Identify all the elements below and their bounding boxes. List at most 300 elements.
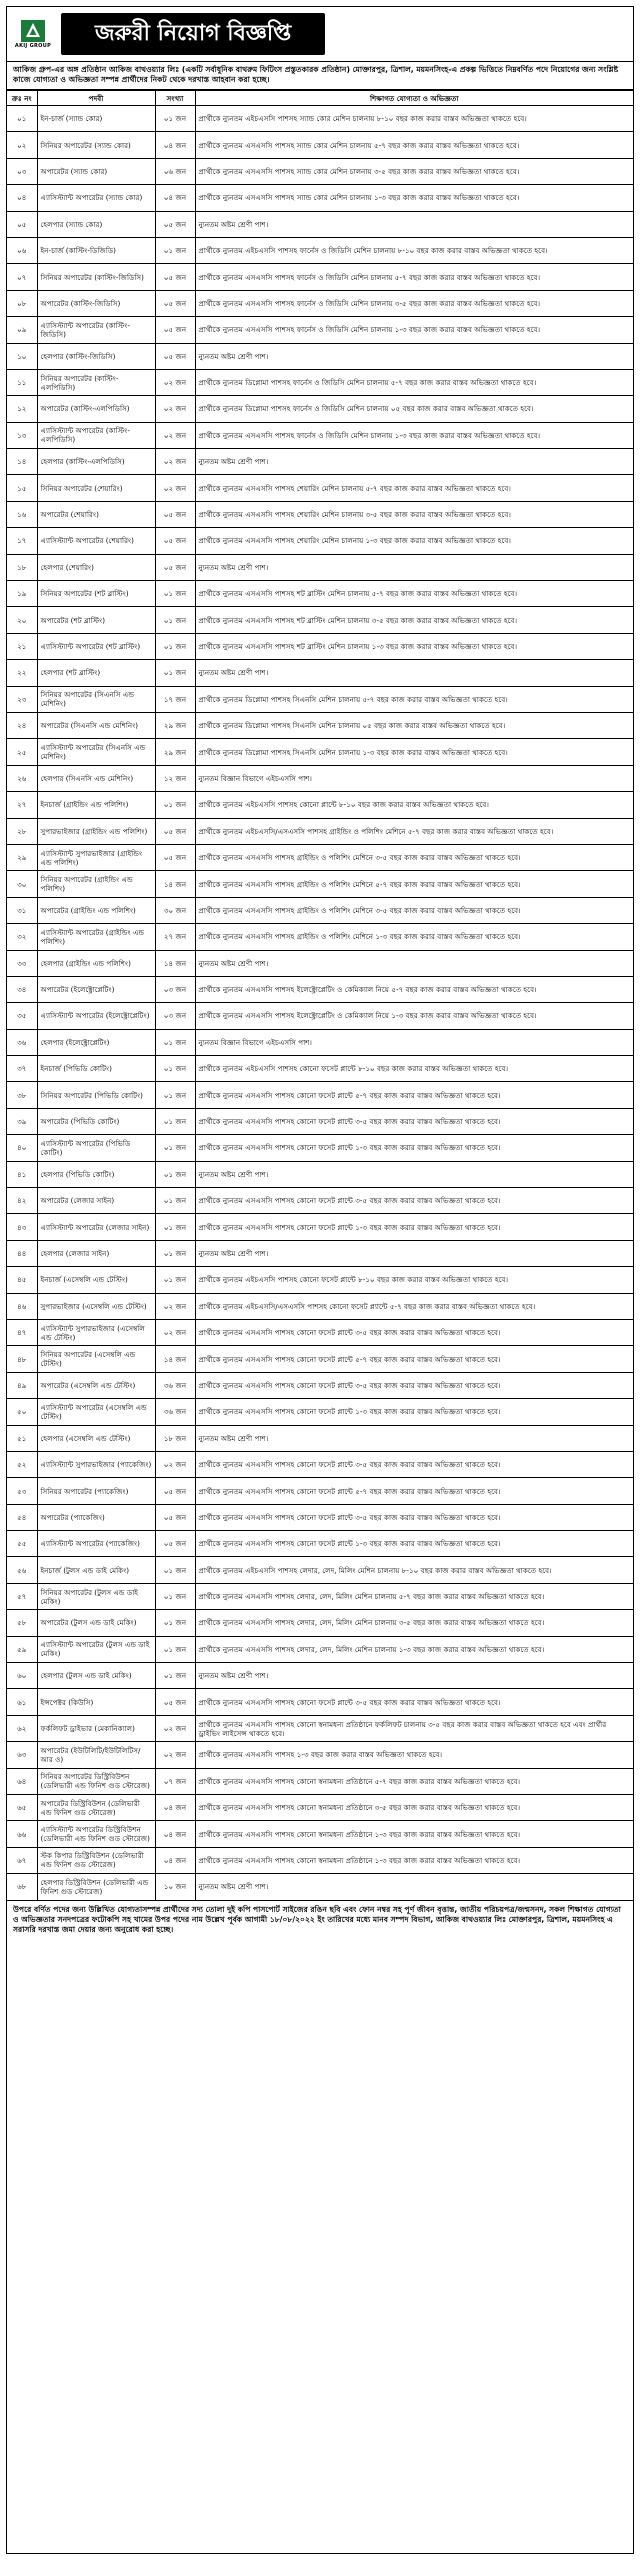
serial-cell: ১১ bbox=[7, 369, 37, 395]
table-row bbox=[7, 1135, 633, 1161]
table-row bbox=[7, 264, 633, 290]
serial-cell: ১৬ bbox=[7, 501, 37, 527]
count-cell: ০৫ জন bbox=[155, 1478, 195, 1504]
count-cell: ০১ জন bbox=[155, 1214, 195, 1240]
count-cell: ০১ জন bbox=[155, 607, 195, 633]
table-row bbox=[7, 1610, 633, 1636]
count-cell: ১৭ জন bbox=[155, 686, 195, 712]
count-cell: ০১ জন bbox=[155, 106, 195, 132]
post-cell: ইন্সপেক্টর (কিউসি) bbox=[37, 1689, 155, 1715]
serial-cell: ০৫ bbox=[7, 211, 37, 237]
serial-cell: ০৩ bbox=[7, 158, 37, 184]
requirement-cell: প্রার্থীকে ন্যুনতম ডিপ্লোমা পাশসহ সিএনসি মেশিন চালনায় ০৫ বছর কাজ করার বাস্তব অভিজ্ঞতা থাকতে হবে। bbox=[195, 712, 633, 738]
serial-cell: ৬২ bbox=[7, 1715, 37, 1741]
serial-cell: ৫৪ bbox=[7, 1504, 37, 1530]
table-row bbox=[7, 1821, 633, 1847]
count-cell: ০২ জন bbox=[155, 1293, 195, 1319]
count-cell: ০৫ জন bbox=[155, 211, 195, 237]
col-header-requirements: শিক্ষাগত যোগ্যতা ও অভিজ্ঞতা bbox=[195, 91, 633, 106]
serial-cell: ০৯ bbox=[7, 317, 37, 343]
count-cell: ৩০ জন bbox=[155, 897, 195, 923]
count-cell: ০২ জন bbox=[155, 1451, 195, 1477]
post-cell: স্টক কিপার ডিস্ট্রিবিউশন (ডেলিভারী এন্ড ফিনিশ গুড স্টোরেজ) bbox=[37, 1847, 155, 1873]
table-row bbox=[7, 1188, 633, 1214]
table-row bbox=[7, 818, 633, 844]
post-cell: এ্যাসিস্ট্যান্ট অপারেটর (স্যান্ড কোর) bbox=[37, 185, 155, 211]
post-cell: এ্যাসিস্ট্যান্ট অপারেটর (প্যাকেজিং) bbox=[37, 1531, 155, 1557]
table-row bbox=[7, 1663, 633, 1689]
requirement-cell: প্রার্থীকে ন্যুনতম এইচএসসি পাশসহ স্যান্ড কোর মেশিন চালনায় ৮-১০ বছর কাজ করার বাস্তব অভিজ্ঞতা থাকতে হবে। bbox=[195, 106, 633, 132]
table-row bbox=[7, 501, 633, 527]
logo-label: AKIJ GROUP bbox=[14, 43, 52, 49]
table-row bbox=[7, 1478, 633, 1504]
job-table-body bbox=[7, 106, 633, 1901]
table-row bbox=[7, 1029, 633, 1055]
col-header-serial: ক্রঃ নং bbox=[7, 91, 37, 106]
serial-cell: ২০ bbox=[7, 607, 37, 633]
requirement-cell: ন্যুনতম অষ্টম শ্রেণী পাশ। bbox=[195, 449, 633, 475]
count-cell: ০১ জন bbox=[155, 1056, 195, 1082]
serial-cell: ৩২ bbox=[7, 924, 37, 950]
count-cell: ০৫ জন bbox=[155, 1531, 195, 1557]
post-cell: অপারেটর (ইউটিলিটি/ইউটিলিটিস/আর ও) bbox=[37, 1742, 155, 1768]
count-cell: ১৪ জন bbox=[155, 950, 195, 976]
table-row bbox=[7, 1319, 633, 1345]
post-cell: অপারেটর (কাস্টিং-জিডিসি) bbox=[37, 290, 155, 316]
table-row bbox=[7, 396, 633, 422]
intro-paragraph: আকিজ গ্রুপ-এর অঙ্গ প্রতিষ্ঠান আকিজ বাথওয়্যার লিঃ (একটি সর্বাধুনিক বাথরুম ফিটিংস প্রস্তুতকারক প্রতিষ্ঠান) মোক্তারপুর, ত্রিশাল, ময়মনসিংহ-এ প্রকল্প ভিত্তিতে নিম্নবর্ণিত পদে নিয়োগের জন্য সংশ্লিষ্ট কাজে যোগ্যতা ও অভিজ্ঞতা সম্পন্ন প্রার্থীদের নিকট থেকে দরখাস্ত আহবান করা হচ্ছে। bbox=[7, 62, 633, 90]
serial-cell: ৫৯ bbox=[7, 1636, 37, 1662]
requirement-cell: ন্যুনতম অষ্টম শ্রেণী পাশ। bbox=[195, 660, 633, 686]
post-cell: সিনিয়র অপারেটর (পিভিডি কোটিং) bbox=[37, 1082, 155, 1108]
requirement-cell: প্রার্থীকে ন্যুনতম এসএসসি পাশসহ কোনো ফসেট প্লান্টে ৩-৫ বছর কাজ করার বাস্তব অভিজ্ঞতা থাকতে হবে। bbox=[195, 1108, 633, 1134]
count-cell: ০৫ জন bbox=[155, 818, 195, 844]
requirement-cell: প্রার্থীকে ন্যুনতম এসএসসি পাশসহ কোনো ফসেট প্লান্টে ৩-৫ বছর কাজ করার বাস্তব অভিজ্ঞতা থাকতে হবে। bbox=[195, 1188, 633, 1214]
requirement-cell: প্রার্থীকে ন্যুনতম এসএসসি পাশসহ শেয়ারিং মেশিন চালনায় ৩-৫ বছর কাজ করার বাস্তব অভিজ্ঞতা থাকতে হবে। bbox=[195, 501, 633, 527]
requirement-cell: প্রার্থীকে ন্যুনতম এসএসসি পাশসহ শট ব্লাস্টিং মেশিন চালনায় ১-৩ বছর কাজ করার বাস্তব অভিজ্ঞতা থাকতে হবে। bbox=[195, 633, 633, 659]
serial-cell: ২৪ bbox=[7, 712, 37, 738]
count-cell: ০৫ জন bbox=[155, 1689, 195, 1715]
requirement-cell: ন্যুনতম অষ্টম শ্রেণী পাশ। bbox=[195, 1874, 633, 1900]
requirement-cell: প্রার্থীকে ন্যুনতম এইচএসসি/এসএসসি পাশসহ কোনো ফসেট প্ল্যান্টে ৫-৭ বছর কাজ করার বাস্তব অভিজ্ঞতা থাকতে হবে। bbox=[195, 1293, 633, 1319]
count-cell: ০২ জন bbox=[155, 396, 195, 422]
post-cell: সিনিয়র অপারেটর (এসেম্বলি এন্ড টেস্টিং) bbox=[37, 1346, 155, 1372]
post-cell: এ্যাসিস্ট্যান্ট অপারেটর (লেজার সাইন) bbox=[37, 1214, 155, 1240]
requirement-cell: ন্যুনতম অষ্টম শ্রেণী পাশ। bbox=[195, 1663, 633, 1689]
count-cell: ০৭ জন bbox=[155, 1768, 195, 1794]
post-cell: হেলপার (শেয়ারিং) bbox=[37, 554, 155, 580]
serial-cell: ৪০ bbox=[7, 1135, 37, 1161]
requirement-cell: প্রার্থীকে ন্যুনতম এইচএসসি পাশসহ লেদার, লেদ, মিলিং মেশিন চালনায় ৮-১০ বছর কাজ করার বাস্তব অভিজ্ঞতা থাকতে হবে। bbox=[195, 1557, 633, 1583]
serial-cell: ৬৬ bbox=[7, 1821, 37, 1847]
post-cell: অপারেটর (কাস্টিং-এলপিডিসি) bbox=[37, 396, 155, 422]
requirement-cell: প্রার্থীকে ন্যুনতম এসএসসি পাশসহ ১-৩ বছর কাজ করার বাস্তব অভিজ্ঞতা থাকতে হবে। bbox=[195, 1742, 633, 1768]
table-row bbox=[7, 1742, 633, 1768]
post-cell: অপারেটর (প্যাকেজিং) bbox=[37, 1504, 155, 1530]
requirement-cell: প্রার্থীকে ন্যুনতম এসএসসি পাশসহ কোনো ফসেট প্লান্টে ৩-৫ বছর কাজ করার বাস্তব অভিজ্ঞতা থাকতে হবে। bbox=[195, 1689, 633, 1715]
post-cell: এ্যাসিস্ট্যান্ট অপারেটর (কাস্টিং-এলপিডিসি) bbox=[37, 422, 155, 448]
table-row bbox=[7, 1056, 633, 1082]
post-cell: এ্যাসিস্ট্যান্ট অপারেটর (পিভিডি কোটিং) bbox=[37, 1135, 155, 1161]
table-row bbox=[7, 132, 633, 158]
count-cell: ০১ জন bbox=[155, 1188, 195, 1214]
serial-cell: ৩৫ bbox=[7, 1003, 37, 1029]
table-row bbox=[7, 976, 633, 1002]
post-cell: সিনিয়র অপারেটর (টুলস এন্ড ডাই মেকিং) bbox=[37, 1583, 155, 1609]
count-cell: ০৫ জন bbox=[155, 290, 195, 316]
serial-cell: ০৮ bbox=[7, 290, 37, 316]
requirement-cell: প্রার্থীকে ন্যুনতম এইচএসসি পাশসহ কোনো ফসেট প্লান্টে ৮-১০ বছর কাজ করার বাস্তব অভিজ্ঞতা থাকতে হবে। bbox=[195, 1056, 633, 1082]
serial-cell: ৪৫ bbox=[7, 1267, 37, 1293]
table-row bbox=[7, 924, 633, 950]
table-header-row bbox=[7, 91, 633, 106]
table-row bbox=[7, 343, 633, 369]
post-cell: অপারেটর (লেজার সাইন) bbox=[37, 1188, 155, 1214]
serial-cell: ৪৯ bbox=[7, 1372, 37, 1398]
table-row bbox=[7, 765, 633, 791]
count-cell: ০১ জন bbox=[155, 633, 195, 659]
count-cell: ৩৬ জন bbox=[155, 1372, 195, 1398]
post-cell: সুপারভাইজার (গ্রাইন্ডিং এন্ড পলিশিং) bbox=[37, 818, 155, 844]
serial-cell: ২৭ bbox=[7, 792, 37, 818]
requirement-cell: প্রার্থীকে ন্যুনতম এসএসসি পাশসহ শট ব্লাস্টিং মেশিন চালনায় ৩-৫ বছর কাজ করার বাস্তব অভিজ্ঞতা থাকতে হবে। bbox=[195, 607, 633, 633]
requirement-cell: প্রার্থীকে ন্যুনতম এসএসসি পাশসহ কোনো ফসেট প্লান্টে ১-৩ বছর কাজ করার বাস্তব অভিজ্ঞতা থাকতে হবে। bbox=[195, 1214, 633, 1240]
serial-cell: ৫১ bbox=[7, 1425, 37, 1451]
application-instructions: উপরে বর্ণিত পদের জন্য উল্লিখিত যোগ্যতাসম্পন্ন প্রার্থীদের সদ্য তোলা দুই কপি পাসপোর্ট সাইজের রঙিন ছবি এবং ফোন নম্বর সহ পূর্ণ জীবন বৃত্তান্ত, জাতীয় পরিচয়পত্র/জন্মসনদ, সকল শিক্ষাগত যোগ্যতা ও অভিজ্ঞতার সনদপত্রের ফটোকপি সহ খামের উপর পদের নাম উল্লেখ পূর্বক আগামী ১৮/০৮/২০২২ ইং তারিখের মধ্যে মানব সম্পদ বিভাগ, আকিজ বাথওয়্যার লিঃ মোক্তারপুর, ত্রিশাল, ময়মনসিংহ এ সরাসরি দরখাস্ত জমা দেয়ার জন্য অনুরোধ করা হচ্ছে। bbox=[13, 1904, 621, 1934]
count-cell: ০১ জন bbox=[155, 1610, 195, 1636]
table-row bbox=[7, 897, 633, 923]
post-cell: সুপারভাইজার (এসেম্বলি এন্ড টেস্টিং) bbox=[37, 1293, 155, 1319]
table-row bbox=[7, 211, 633, 237]
table-row bbox=[7, 633, 633, 659]
post-cell: ইন-চার্জ (কাস্টিং-ডিজিডি) bbox=[37, 237, 155, 263]
table-row bbox=[7, 1715, 633, 1741]
table-row bbox=[7, 1504, 633, 1530]
requirement-cell: প্রার্থীকে ন্যুনতম এসএসসি পাশসহ স্যান্ড কোর মেশিন চালনায় ৩-৫ বছর কাজ করার বাস্তব অভিজ্ঞতা থাকতে হবে। bbox=[195, 158, 633, 184]
post-cell: হেলপার (কাস্টিং-জিডিসি) bbox=[37, 343, 155, 369]
table-row bbox=[7, 660, 633, 686]
table-row bbox=[7, 1082, 633, 1108]
count-cell: ০১ জন bbox=[155, 1108, 195, 1134]
post-cell: অপারেটর (গ্রাইন্ডিং এন্ড পলিশিং) bbox=[37, 897, 155, 923]
post-cell: হেলপার (টুলস এন্ড ডাই মেকিং) bbox=[37, 1663, 155, 1689]
count-cell: ০১ জন bbox=[155, 792, 195, 818]
serial-cell: ২৫ bbox=[7, 739, 37, 765]
table-row bbox=[7, 185, 633, 211]
table-row bbox=[7, 686, 633, 712]
count-cell: ০৪ জন bbox=[155, 1795, 195, 1821]
table-row bbox=[7, 1847, 633, 1873]
count-cell: ০১ জন bbox=[155, 1557, 195, 1583]
post-cell: এ্যাসিস্ট্যান্ট অপারেটর ডিস্ট্রিবিউশন (ডেলিভারী এন্ড ফিনিশ গুড স্টোরেজ) bbox=[37, 1821, 155, 1847]
requirement-cell: ন্যুনতম অষ্টম শ্রেণী পাশ। bbox=[195, 211, 633, 237]
serial-cell: ৪৩ bbox=[7, 1214, 37, 1240]
table-row bbox=[7, 158, 633, 184]
requirement-cell: প্রার্থীকে ন্যুনতম এসএসসি পাশসহ গ্রাইন্ডিং ও পলিশিং মেশিনে ১-৩ বছর কাজ করার বাস্তব অভিজ্ঞতা থাকতে হবে। bbox=[195, 924, 633, 950]
serial-cell: ৫৫ bbox=[7, 1531, 37, 1557]
post-cell: অপারেটর (স্যান্ড কোর) bbox=[37, 158, 155, 184]
serial-cell: ১৭ bbox=[7, 528, 37, 554]
post-cell: এ্যাসিস্ট্যান্ট অপারেটর (শেয়ারিং) bbox=[37, 528, 155, 554]
count-cell: ০১ জন bbox=[155, 660, 195, 686]
table-row bbox=[7, 1583, 633, 1609]
post-cell: অপারেটর (শট ব্লাস্টিং) bbox=[37, 607, 155, 633]
requirement-cell: প্রার্থীকে ন্যুনতম এসএসসি পাশসহ লেদার, লেদ, মিলিং মেশিন চালনায় ১-৩ বছর কাজ করার বাস্তব অভিজ্ঞতা থাকতে হবে। bbox=[195, 1636, 633, 1662]
requirement-cell: প্রার্থীকে ন্যুনতম এসএসসি পাশসহ ইলেক্ট্রোপ্লেটিং ও কেমিক্যাল নিয়ে ১-৩ বছর কাজ করার বাস্তব অভিজ্ঞতা থাকতে হবে। bbox=[195, 1003, 633, 1029]
requirement-cell: প্রার্থীকে ন্যুনতম এসএসসি পাশসহ স্যান্ড কোর মেশিন চালনায় ৫-৭ বছর কাজ করার বাস্তব অভিজ্ঞতা থাকতে হবে। bbox=[195, 132, 633, 158]
post-cell: এ্যাসিস্ট্যান্ট সুপারভাইজার (এসেম্বলি এন্ড টেস্টিং) bbox=[37, 1319, 155, 1345]
table-row bbox=[7, 475, 633, 501]
count-cell: ০৫ জন bbox=[155, 844, 195, 870]
serial-cell: ০২ bbox=[7, 132, 37, 158]
post-cell: সিনিয়র অপারেটর (কাস্টিং-জিডিসি) bbox=[37, 264, 155, 290]
serial-cell: ৪১ bbox=[7, 1161, 37, 1187]
count-cell: ০১ জন bbox=[155, 1267, 195, 1293]
serial-cell: ১৯ bbox=[7, 581, 37, 607]
count-cell: ০২ জন bbox=[155, 449, 195, 475]
count-cell: ০৫ জন bbox=[155, 528, 195, 554]
post-cell: হেলপার ডিস্ট্রিবিউশন (ডেলিভারী এন্ড ফিনিশ গুড স্টোরেজ) bbox=[37, 1874, 155, 1900]
post-cell: এ্যাসিস্ট্যান্ট অপারেটর (সিএনসি এন্ড মেশিনিং) bbox=[37, 739, 155, 765]
post-cell: অপারেটর ডিস্ট্রিবিউশন (ডেলিভারী এন্ড ফিনিশ গুড স্টোরেজ) bbox=[37, 1795, 155, 1821]
table-row bbox=[7, 950, 633, 976]
serial-cell: ৬১ bbox=[7, 1689, 37, 1715]
job-table bbox=[7, 90, 633, 1901]
recruitment-ad bbox=[6, 6, 634, 2554]
serial-cell: ৬৩ bbox=[7, 1742, 37, 1768]
post-cell: হেলপার (লেজার সাইন) bbox=[37, 1240, 155, 1266]
col-header-post: পদবী bbox=[37, 91, 155, 106]
serial-cell: ২৯ bbox=[7, 844, 37, 870]
post-cell: হেলপার (পিভিডি কোটিং) bbox=[37, 1161, 155, 1187]
table-row bbox=[7, 1240, 633, 1266]
table-row bbox=[7, 1531, 633, 1557]
count-cell: ০১ জন bbox=[155, 1583, 195, 1609]
count-cell: ০১ জন bbox=[155, 581, 195, 607]
count-cell: ১২ জন bbox=[155, 765, 195, 791]
table-row bbox=[7, 1372, 633, 1398]
requirement-cell: প্রার্থীকে ন্যুনতম এসএসসি পাশসহ গ্রাইন্ডিং ও পলিশিং মেশিনে ৫-৭ বছর কাজ করার বাস্তব অভিজ্ঞতা থাকতে হবে। bbox=[195, 871, 633, 897]
count-cell: ৩৬ জন bbox=[155, 1399, 195, 1425]
table-row bbox=[7, 792, 633, 818]
count-cell: ০২ জন bbox=[155, 369, 195, 395]
count-cell: ০১ জন bbox=[155, 1135, 195, 1161]
table-row bbox=[7, 1874, 633, 1900]
serial-cell: ৫৩ bbox=[7, 1478, 37, 1504]
post-cell: এ্যাসিস্ট্যান্ট অপারেটর (এসেম্বলি এন্ড টেস্টিং) bbox=[37, 1399, 155, 1425]
post-cell: হেলপার (এসেম্বলি এন্ড টেস্টিং) bbox=[37, 1425, 155, 1451]
requirement-cell: প্রার্থীকে ন্যুনতম এইচএসসি পাশসহ কোনো প্লান্টে ৮-১০ বছর কাজ করার বাস্তব অভিজ্ঞতা থাকতে হবে। bbox=[195, 792, 633, 818]
count-cell: ০১ জন bbox=[155, 1240, 195, 1266]
requirement-cell: প্রার্থীকে ন্যুনতম এসএসসি পাশসহ গ্রাইন্ডিং ও পলিশিং মেশিনে ৩-৫ বছর কাজ করার বাস্তব অভিজ্ঞতা থাকতে হবে। bbox=[195, 897, 633, 923]
post-cell: হেলপার (স্যান্ড কোর) bbox=[37, 211, 155, 237]
table-row bbox=[7, 1214, 633, 1240]
requirement-cell: প্রার্থীকে ন্যুনতম এসএসসি পাশসহ লেদার, লেদ, মিলিং মেশিন চালনায় ৩-৫ বছর কাজ করার বাস্তব অভিজ্ঞতা থাকতে হবে। bbox=[195, 1610, 633, 1636]
requirement-cell: ন্যুনতম বিজ্ঞান বিভাগে এইচএসসি পাশ। bbox=[195, 1029, 633, 1055]
requirement-cell: প্রার্থীকে ন্যুনতম এসএসসি পাশসহ কোনো ফসেট প্লান্টে ১-৩ বছর কাজ করার বাস্তব অভিজ্ঞতা থাকতে হবে। bbox=[195, 1531, 633, 1557]
serial-cell: ০৭ bbox=[7, 264, 37, 290]
count-cell: ০১ জন bbox=[155, 1161, 195, 1187]
post-cell: ইনচার্জ (এসেম্বলি এন্ড টেস্টিং) bbox=[37, 1267, 155, 1293]
serial-cell: ১৩ bbox=[7, 422, 37, 448]
serial-cell: ৪৪ bbox=[7, 1240, 37, 1266]
requirement-cell: প্রার্থীকে ন্যুনতম এসএসসি পাশসহ কোনো ফসেট প্লান্টে ১-৩ বছর কাজ করার বাস্তব অভিজ্ঞতা থাকতে হবে। bbox=[195, 1399, 633, 1425]
table-row bbox=[7, 237, 633, 263]
serial-cell: ১৫ bbox=[7, 475, 37, 501]
requirement-cell: প্রার্থীকে ন্যুনতম এসএসসি পাশসহ শেয়ারিং মেশিন চালনায় ৫-৭ বছর কাজ করার বাস্তব অভিজ্ঞতা থাকতে হবে। bbox=[195, 475, 633, 501]
requirement-cell: প্রার্থীকে ন্যুনতম এসএসসি পাশসহ কোনো স্বনামধন্য প্রতিষ্ঠানে ৩-৫ বছর কাজ করার বাস্তব অভিজ্ঞতা থাকতে হবে। bbox=[195, 1795, 633, 1821]
serial-cell: ১২ bbox=[7, 396, 37, 422]
serial-cell: ৪৮ bbox=[7, 1346, 37, 1372]
serial-cell: ৬৫ bbox=[7, 1795, 37, 1821]
count-cell: ০৩ জন bbox=[155, 976, 195, 1002]
count-cell: ০৪ জন bbox=[155, 1821, 195, 1847]
table-row bbox=[7, 1768, 633, 1794]
count-cell: ১৪ জন bbox=[155, 1346, 195, 1372]
table-row bbox=[7, 1003, 633, 1029]
serial-cell: ১৮ bbox=[7, 554, 37, 580]
table-row bbox=[7, 290, 633, 316]
count-cell: ০২ জন bbox=[155, 1715, 195, 1741]
requirement-cell: ন্যুনতম অষ্টম শ্রেণী পাশ। bbox=[195, 1425, 633, 1451]
serial-cell: ৬৪ bbox=[7, 1768, 37, 1794]
post-cell: এ্যাসিস্ট্যান্ট অপারেটর (শট ব্লাস্টিং) bbox=[37, 633, 155, 659]
serial-cell: ৪৭ bbox=[7, 1319, 37, 1345]
serial-cell: ৩১ bbox=[7, 897, 37, 923]
count-cell: ০৪ জন bbox=[155, 1847, 195, 1873]
requirement-cell: প্রার্থীকে ন্যুনতম এইচএসসি পাশসহ ফার্নেস ও জিডিসি মেশিন চালনায় ৮-১০ বছর কাজ করার বাস্তব অভিজ্ঞতা থাকতে হবে। bbox=[195, 237, 633, 263]
col-header-count: সংখ্যা bbox=[155, 91, 195, 106]
post-cell: সিনিয়র অপারেটর ডিস্ট্রিবিউশন (ডেলিভারী এন্ড ফিনিশ গুড স্টোরেজ) bbox=[37, 1768, 155, 1794]
requirement-cell: প্রার্থীকে ন্যুনতম এসএসসি পাশসহ কোনো ফসেট প্লান্টে ৩-৫ বছর কাজ করার বাস্তব অভিজ্ঞতা থাকতে হবে। bbox=[195, 1451, 633, 1477]
serial-cell: ৪২ bbox=[7, 1188, 37, 1214]
table-row bbox=[7, 369, 633, 395]
requirement-cell: প্রার্থীকে ন্যুনতম এসএসসি পাশসহ স্যান্ড কোর মেশিন চালনায় ১-৩ বছর কাজ করার বাস্তব অভিজ্ঞতা থাকতে হবে। bbox=[195, 185, 633, 211]
serial-cell: ৬০ bbox=[7, 1663, 37, 1689]
ad-title: জরুরী নিয়োগ বিজ্ঞপ্তি bbox=[61, 13, 325, 55]
requirement-cell: প্রার্থীকে ন্যুনতম এসএসসি পাশসহ কোনো ফসেট প্লান্টে ৩-৫ বছর কাজ করার বাস্তব অভিজ্ঞতা থাকতে হবে। bbox=[195, 1504, 633, 1530]
serial-cell: ৬৮ bbox=[7, 1874, 37, 1900]
count-cell: ০৫ জন bbox=[155, 343, 195, 369]
serial-cell: ২৩ bbox=[7, 686, 37, 712]
table-row bbox=[7, 1795, 633, 1821]
post-cell: অপারেটর (সিএনসি এন্ড মেশিনিং) bbox=[37, 712, 155, 738]
logo-icon bbox=[20, 19, 46, 43]
requirement-cell: প্রার্থীকে ন্যুনতম এসএসসি পাশসহ কোনো ফসেট প্লান্টে ৫-৭ বছর কাজ করার বাস্তব অভিজ্ঞতা থাকতে হবে। bbox=[195, 1478, 633, 1504]
count-cell: ১৪ জন bbox=[155, 871, 195, 897]
post-cell: সিনিয়র অপারেটর (স্যান্ড কোর) bbox=[37, 132, 155, 158]
serial-cell: ৫২ bbox=[7, 1451, 37, 1477]
requirement-cell: প্রার্থীকে ন্যুনতম এসএসসি পাশসহ ফার্নেস ও জিডিসি মেশিন চালনায় ১-৩ বছর কাজ করার বাস্তব অভিজ্ঞতা থাকতে হবে। bbox=[195, 317, 633, 343]
count-cell: ২৯ জন bbox=[155, 739, 195, 765]
company-logo bbox=[13, 14, 53, 54]
serial-cell: ৩৪ bbox=[7, 976, 37, 1002]
post-cell: অপারেটর (ইলেক্ট্রোপ্লেটিং) bbox=[37, 976, 155, 1002]
table-row bbox=[7, 871, 633, 897]
count-cell: ০৩ জন bbox=[155, 1003, 195, 1029]
count-cell: ০২ জন bbox=[155, 475, 195, 501]
post-cell: অপারেটর (টুলস এন্ড ডাই মেকিং) bbox=[37, 1610, 155, 1636]
requirement-cell: প্রার্থীকে ন্যুনতম এসএসসি পাশসহ গ্রাইন্ডিং ও পলিশিং মেশিনে ৩-৫ বছর কাজ করার বাস্তব অভিজ্ঞতা থাকতে হবে। bbox=[195, 844, 633, 870]
count-cell: ০১ জন bbox=[155, 1029, 195, 1055]
post-cell: সিনিয়র অপারেটর (সিএনসি এন্ড মেশিনিং) bbox=[37, 686, 155, 712]
post-cell: হেলপার (কাস্টিং-এলপিডিসি) bbox=[37, 449, 155, 475]
count-cell: ২৭ জন bbox=[155, 924, 195, 950]
count-cell: ০৬ জন bbox=[155, 158, 195, 184]
requirement-cell: প্রার্থীকে ন্যুনতম এসএসসি পাশসহ ফার্নেস ও জিডিসি মেশিন চালনায় ৩-৫ বছর কাজ করার বাস্তব অভিজ্ঞতা থাকতে হবে। bbox=[195, 290, 633, 316]
count-cell: ০৪ জন bbox=[155, 185, 195, 211]
table-row bbox=[7, 1425, 633, 1451]
requirement-cell: প্রার্থীকে ন্যুনতম এসএসসি পাশসহ কোনো স্বনামধন্য প্রতিষ্ঠানে ৫-৭ বছর কাজ করার বাস্তব অভিজ্ঞতা থাকতে হবে। bbox=[195, 1768, 633, 1794]
table-row bbox=[7, 1108, 633, 1134]
table-row bbox=[7, 712, 633, 738]
table-row bbox=[7, 844, 633, 870]
table-row bbox=[7, 607, 633, 633]
table-row bbox=[7, 106, 633, 132]
requirement-cell: প্রার্থীকে ন্যুনতম এসএসসি পাশসহ শেয়ারিং মেশিন চালনায় ১-৩ বছর কাজ করার বাস্তব অভিজ্ঞতা থাকতে হবে। bbox=[195, 528, 633, 554]
post-cell: অপারেটর (পিভিডি কোটিং) bbox=[37, 1108, 155, 1134]
count-cell: ০২ জন bbox=[155, 422, 195, 448]
requirement-cell: ন্যুনতম অষ্টম শ্রেণী পাশ। bbox=[195, 1161, 633, 1187]
post-cell: ইনচার্জ (পিভিডি কোটিং) bbox=[37, 1056, 155, 1082]
requirement-cell: প্রার্থীকে ন্যুনতম এসএসসি পাশসহ কোনো স্বনামধন্য প্রতিষ্ঠানে ১-৩ বছর কাজ করার বাস্তব অভিজ্ঞতা থাকতে হবে। bbox=[195, 1821, 633, 1847]
serial-cell: ২৬ bbox=[7, 765, 37, 791]
post-cell: ইনচার্জ (টুলস এন্ড ডাই মেকিং) bbox=[37, 1557, 155, 1583]
serial-cell: ৬৭ bbox=[7, 1847, 37, 1873]
table-row bbox=[7, 554, 633, 580]
table-row bbox=[7, 528, 633, 554]
requirement-cell: প্রার্থীকে ন্যুনতম এসএসসি পাশসহ কোনো ফসেট প্লান্টে ৩-৫ বছর কাজ করার বাস্তব অভিজ্ঞতা থাকতে হবে। bbox=[195, 1372, 633, 1398]
post-cell: ইনচার্জ (গ্রাইন্ডিং এন্ড পলিশিং) bbox=[37, 792, 155, 818]
serial-cell: ৩৯ bbox=[7, 1108, 37, 1134]
count-cell: ১০ জন bbox=[155, 1874, 195, 1900]
requirement-cell: প্রার্থীকে ন্যুনতম এসএসসি পাশসহ কোনো ফসেট প্লান্টে ৩-৫ বছর কাজ করার বাস্তব অভিজ্ঞতা থাকতে হবে। bbox=[195, 1319, 633, 1345]
table-row bbox=[7, 581, 633, 607]
count-cell: ০৪ জন bbox=[155, 132, 195, 158]
post-cell: ইন-চার্জ (স্যান্ড কোর) bbox=[37, 106, 155, 132]
requirement-cell: ন্যুনতম অষ্টম শ্রেণী পাশ। bbox=[195, 950, 633, 976]
table-row bbox=[7, 1161, 633, 1187]
count-cell: ০১ জন bbox=[155, 1082, 195, 1108]
serial-cell: ০১ bbox=[7, 106, 37, 132]
post-cell: হেলপার (ইলেক্ট্রোপ্লেটিং) bbox=[37, 1029, 155, 1055]
count-cell: ০১ জন bbox=[155, 237, 195, 263]
post-cell: ফর্কলিফট ড্রাইভার (মেকানিক্যাল) bbox=[37, 1715, 155, 1741]
serial-cell: ৩৭ bbox=[7, 1056, 37, 1082]
requirement-cell: প্রার্থীকে ন্যুনতম ডিপ্লোমা পাশসহ সিএনসি মেশিন চালনায় ৫-৭ বছর কাজ করার বাস্তব অভিজ্ঞতা থাকতে হবে। bbox=[195, 686, 633, 712]
table-row bbox=[7, 1636, 633, 1662]
post-cell: সিনিয়র অপারেটর (প্যাকেজিং) bbox=[37, 1478, 155, 1504]
table-row bbox=[7, 1689, 633, 1715]
post-cell: সিনিয়র অপারেটর (শট ব্লাস্টিং) bbox=[37, 581, 155, 607]
requirement-cell: প্রার্থীকে ন্যুনতম এসএসসি পাশসহ কোনো ফসেট প্লান্টে ১-৩ বছর কাজ করার বাস্তব অভিজ্ঞতা থাকতে হবে। bbox=[195, 1135, 633, 1161]
serial-cell: ৫৬ bbox=[7, 1557, 37, 1583]
table-row bbox=[7, 422, 633, 448]
count-cell: ০৫ জন bbox=[155, 554, 195, 580]
post-cell: সিনিয়র অপারেটর (শেয়ারিং) bbox=[37, 475, 155, 501]
serial-cell: ৫৮ bbox=[7, 1610, 37, 1636]
requirement-cell: ন্যুনতম বিজ্ঞান বিভাগে এইচএসসি পাশ। bbox=[195, 765, 633, 791]
serial-cell: ৩৮ bbox=[7, 1082, 37, 1108]
count-cell: ০১ জন bbox=[155, 1636, 195, 1662]
serial-cell: ৫৭ bbox=[7, 1583, 37, 1609]
requirement-cell: প্রার্থীকে ন্যুনতম এসএসসি পাশসহ ফার্নেস ও জিডিসি মেশিন চালনায় ৫-৭ বছর কাজ করার বাস্তব অভিজ্ঞতা থাকতে হবে। bbox=[195, 264, 633, 290]
requirement-cell: প্রার্থীকে ন্যুনতম এসএসসি পাশসহ ফার্নেস ও জিডিসি মেশিন চালনায় ১-৩ বছর কাজ করার বাস্তব অভিজ্ঞতা থাকতে হবে। bbox=[195, 422, 633, 448]
count-cell: ০২ জন bbox=[155, 1742, 195, 1768]
post-cell: অপারেটর (এসেম্বলি এন্ড টেস্টিং) bbox=[37, 1372, 155, 1398]
count-cell: ০১ জন bbox=[155, 1663, 195, 1689]
count-cell: ০৫ জন bbox=[155, 1504, 195, 1530]
